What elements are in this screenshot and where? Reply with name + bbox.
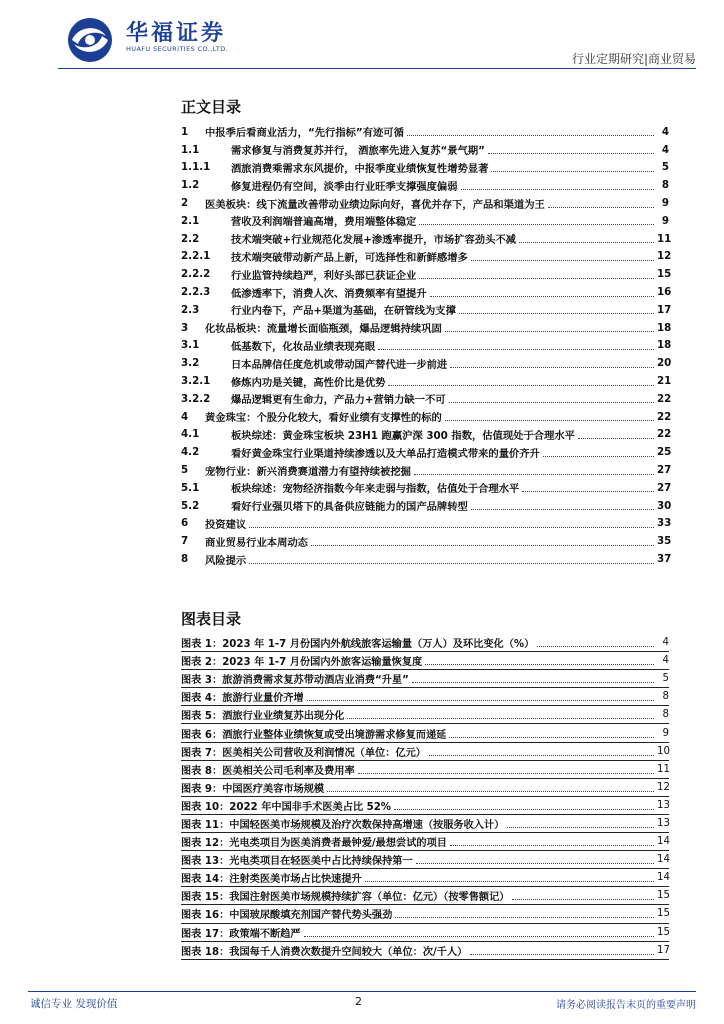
figure-leader-dots [425,664,654,665]
toc-entry-title: 宠物行业：新兴消费赛道潜力有望持续被挖掘 [205,465,411,478]
figure-entry-page: 14 [657,854,670,866]
figure-entry-title: 2022 年中国非手术医美占比 52% [229,801,392,813]
figure-leader-dots [347,718,654,719]
figure-entry-label: 图表 9： [181,783,223,795]
toc-leader-dots [311,545,654,546]
toc-leader-dots [471,260,654,261]
toc-entry-number: 5 [181,464,189,477]
toc-entry[interactable] [181,265,672,283]
toc-entry[interactable] [181,390,672,408]
toc-entry-page: 27 [657,481,672,494]
toc-entry-page: 11 [657,232,672,245]
toc-leader-dots [471,509,654,510]
footer-divider [28,991,696,992]
toc-entry[interactable] [181,194,669,212]
toc-entry-number: 3.2 [181,357,200,370]
toc-entry-number: 5.2 [181,499,200,512]
toc-entry-title: 需求修复与消费复苏并行， 酒旅率先进入复苏“景气期” [231,145,485,158]
toc-leader-dots [449,402,654,403]
toc-entry-page: 4 [661,143,669,156]
toc-entry-page: 8 [661,179,669,192]
toc-entry-title: 修炼内功是关键，高性价比是优势 [231,376,386,389]
toc-leader-dots [249,563,654,564]
figure-leader-dots [416,863,654,864]
toc-leader-dots [459,313,654,314]
toc-leader-dots [407,135,654,136]
toc-entry-title: 技术端突破带动新产品上新，可选择性和新鲜感增多 [231,251,468,264]
logo-chinese-name: 华福证券 [126,20,227,46]
toc-entry-number: 1 [181,125,189,138]
figure-leader-dots [358,773,654,774]
figure-leader-dots [365,881,654,882]
figure-entry-label: 图表 2： [181,657,223,669]
toc-entry-page: 18 [657,339,672,352]
toc-entry[interactable] [181,212,669,230]
figure-entry-page: 5 [662,673,669,685]
toc-entry-page: 22 [657,410,672,423]
toc-entry-number: 8 [181,553,189,566]
figure-entry-title: 医美相关公司营收及利润情况（单位：亿元） [222,747,426,759]
toc-entry-page: 37 [657,553,672,566]
toc-leader-dots [419,224,654,225]
figure-entry-page: 12 [657,781,670,793]
figure-entry-label: 图表 14： [181,874,230,886]
toc-leader-dots [519,242,654,243]
figure-leader-dots [512,899,654,900]
figure-list-title: 图表目录 [181,610,242,628]
toc-entry-title: 修复进程仍有空间，淡季由行业旺季支撑强度偏弱 [231,180,458,193]
footer-slogan: 诚信专业 发现价值 [30,998,118,1010]
toc-entry-number: 2.2.3 [181,286,211,299]
figure-entry-label: 图表 15： [181,892,230,904]
toc-entry[interactable] [181,443,672,461]
toc-entry[interactable] [181,354,672,372]
toc-leader-dots [445,420,654,421]
toc-entry-title: 中报季后看商业活力，“先行指标”有迹可循 [205,127,404,140]
toc-entry-number: 4.2 [181,446,200,459]
header-divider [58,68,696,69]
figure-entry-title: 我国每千人消费次数提升空间较大（单位：次/千人） [229,946,468,958]
toc-entry[interactable] [181,230,672,248]
toc-entry-page: 22 [657,392,672,405]
figure-leader-dots [507,827,654,828]
toc-entry-page: 30 [657,499,672,512]
figure-entry-page: 15 [657,890,670,902]
figure-entry-page: 17 [657,944,670,956]
toc-entry-title: 医美板块：线下流量改善带动业绩边际向好，喜优并存下，产品和渠道为王 [205,198,545,211]
figure-entry[interactable] [181,634,669,652]
toc-leader-dots [388,385,654,386]
figure-entry-page: 15 [657,908,670,920]
figure-entry-page: 14 [657,836,670,848]
figure-entry-label: 图表 16： [181,910,230,922]
figure-entry-title: 2023 年 1-7 月份国内外旅客运输量恢复度 [222,657,423,669]
toc-entry-page: 9 [661,214,669,227]
toc-entry[interactable] [181,479,672,497]
toc-entry[interactable] [181,408,672,426]
table-of-contents [181,123,672,568]
toc-entry-title: 酒旅消费乘需求东风提价，中报季度业绩恢复性增势显著 [231,162,489,175]
report-category: 行业定期研究|商业贸易 [571,52,696,66]
toc-entry-title: 黄金珠宝：个股分化较大，看好业绩有支撑性的标的 [205,412,442,425]
toc-entry[interactable] [181,301,672,319]
page-number: 2 [355,995,362,1008]
figure-entry-title: 酒旅行业整体业绩恢复或受出境游需求修复而递延 [222,729,447,741]
figure-entry[interactable] [181,942,669,960]
toc-leader-dots [430,296,654,297]
toc-entry-number: 1.1.1 [181,161,211,174]
figure-entry[interactable] [181,761,669,779]
toc-entry-page: 33 [657,517,672,530]
figure-entry[interactable] [181,797,669,815]
figure-leader-dots [394,809,654,810]
toc-entry-title: 板块综述：宠物经济指数今年来走弱与指数，估值处于合理水平 [231,483,520,496]
toc-entry-page: 35 [657,535,672,548]
toc-entry-title: 看好黄金珠宝行业渠道持续渗透以及大单品打造模式带来的量价齐升 [231,447,540,460]
toc-entry-page: 16 [657,286,672,299]
figure-entry-label: 图表 5： [181,711,223,723]
figure-entry-label: 图表 7： [181,747,223,759]
toc-entry[interactable] [181,248,672,266]
figure-leader-dots [537,646,654,647]
toc-entry-title: 日本品牌信任度危机或带动国产替代进一步前进 [231,358,448,371]
toc-entry-title: 爆品逻辑更有生命力，产品力+营销力缺一不可 [231,394,446,407]
toc-entry[interactable] [181,283,672,301]
toc-entry-page: 4 [661,125,669,138]
figure-entry-title: 旅游消费需求复苏带动酒店业消费“升星” [222,675,409,687]
figure-entry-page: 13 [657,817,670,829]
figure-entry-title: 光电类项目为医美消费者最钟爱/最想尝试的项目 [229,838,447,850]
figure-entry-page: 4 [662,637,669,649]
figure-entry[interactable] [181,869,669,887]
toc-entry-number: 2.3 [181,303,200,316]
toc-entry-page: 17 [657,303,672,316]
figure-entry[interactable] [181,833,669,851]
figure-entry[interactable] [181,652,669,670]
footer-disclaimer: 请务必阅读报告末页的重要声明 [556,1000,696,1011]
toc-leader-dots [522,491,654,492]
toc-entry-title: 投资建议 [205,518,247,531]
figure-entry-title: 光电类项目在轻医美中占比持续保持第一 [229,856,413,868]
toc-entry-title: 化妆品板块：流量增长面临瓶颈，爆品逻辑持续巩固 [205,323,442,336]
toc-entry-number: 2 [181,197,189,210]
figure-leader-dots [449,737,654,738]
toc-entry-page: 5 [661,161,669,174]
toc-entry-number: 3.2.2 [181,392,211,405]
toc-entry[interactable] [181,123,669,141]
toc-entry-title: 风险提示 [205,554,247,567]
figure-entry-label: 图表 3： [181,675,223,687]
toc-leader-dots [488,153,654,154]
figure-entry-label: 图表 1： [181,639,223,651]
page-header [0,0,724,90]
toc-entry[interactable] [181,141,669,159]
toc-leader-dots [491,171,654,172]
figure-entry[interactable] [181,724,669,742]
figure-entry-title: 2023 年 1-7 月份国内外航线旅客运输量（万人）及环比变化（%） [222,639,535,651]
figure-entry[interactable] [181,706,669,724]
figure-entry-title: 中国医疗美容市场规模 [222,783,325,795]
figure-entry-page: 8 [662,691,669,703]
toc-leader-dots [445,331,654,332]
figure-entry-page: 9 [662,727,669,739]
toc-entry[interactable] [181,319,672,337]
toc-entry-title: 看好行业强贝塔下的具备供应链能力的国产品牌转型 [231,501,468,514]
toc-entry-title: 行业内卷下，产品+渠道为基础，在研管线为支撑 [231,305,456,318]
figure-entry[interactable] [181,905,669,923]
toc-leader-dots [249,527,654,528]
toc-entry-title: 技术端突破+行业规范化发展+渗透率提升，市场扩容劲头不减 [231,234,516,247]
figure-entry-title: 旅游行业量价齐增 [222,693,304,705]
figure-entry[interactable] [181,779,669,797]
figure-entry-title: 中国轻医美市场规模及治疗次数保持高增速（按服务收入计） [229,819,505,831]
toc-entry-number: 2.2 [181,232,200,245]
figure-entry[interactable] [181,851,669,869]
figure-entry-title: 注射类医美市场占比快速提升 [229,874,362,886]
figure-entry-title: 政策端不断趋严 [229,928,301,940]
figure-entry[interactable] [181,670,669,688]
figure-leader-dots [327,791,654,792]
toc-leader-dots [450,367,654,368]
figure-entry-page: 10 [657,745,670,757]
toc-entry-number: 3.1 [181,339,200,352]
toc-entry-page: 22 [657,428,672,441]
figure-entry-label: 图表 4： [181,693,223,705]
toc-entry[interactable] [181,515,672,533]
figure-entry-page: 14 [657,872,670,884]
figure-entry-label: 图表 13： [181,856,230,868]
figure-entry-label: 图表 12： [181,838,230,850]
toc-entry[interactable] [181,372,672,390]
toc-leader-dots [378,349,654,350]
toc-leader-dots [548,207,654,208]
logo-english-name: HUAFU SECURITIES CO.,LTD. [126,45,229,53]
figure-entry-title: 中国玻尿酸填充剂国产替代势头强劲 [229,910,393,922]
figure-leader-dots [412,682,654,683]
toc-entry-title: 低基数下，化妆品业绩表现亮眼 [231,340,376,353]
toc-entry-number: 7 [181,535,189,548]
figure-entry-title: 酒旅行业业绩复苏出现分化 [222,711,345,723]
toc-entry-number: 4 [181,410,189,423]
toc-leader-dots [543,456,654,457]
toc-entry[interactable] [181,550,672,568]
figure-entry-label: 图表 10： [181,801,230,813]
figure-leader-dots [395,917,654,918]
toc-entry-page: 15 [657,268,672,281]
toc-entry-title: 商业贸易行业本周动态 [205,536,308,549]
toc-entry[interactable] [181,461,672,479]
figure-entry[interactable] [181,688,669,706]
toc-leader-dots [578,438,654,439]
toc-title: 正文目录 [181,98,242,116]
toc-entry-page: 18 [657,321,672,334]
toc-entry-page: 20 [657,357,672,370]
figure-entry-label: 图表 17： [181,928,230,940]
figure-entry-page: 15 [657,926,670,938]
toc-entry-number: 2.2.1 [181,250,211,263]
toc-entry-title: 行业监管持续趋严，利好头部已获证企业 [231,269,417,282]
figure-entry-label: 图表 11： [181,819,230,831]
toc-leader-dots [461,189,654,190]
toc-entry-number: 2.1 [181,214,200,227]
toc-entry-page: 12 [657,250,672,263]
toc-entry-number: 2.2.2 [181,268,211,281]
toc-entry-number: 3.2.1 [181,375,211,388]
toc-entry-number: 1.2 [181,179,200,192]
toc-entry-page: 9 [661,197,669,210]
figure-entry[interactable] [181,743,669,761]
toc-entry[interactable] [181,532,672,550]
figure-leader-dots [307,700,654,701]
figure-entry-page: 11 [657,763,670,775]
figure-entry[interactable] [181,815,669,833]
toc-entry[interactable] [181,159,669,177]
toc-entry-page: 21 [657,375,672,388]
figure-entry-title: 我国注射医美市场规模持续扩容（单位：亿元）（按零售额记） [229,892,510,904]
toc-leader-dots [419,278,654,279]
figure-leader-dots [450,845,654,846]
toc-entry-number: 4.1 [181,428,200,441]
toc-entry-number: 3 [181,321,189,334]
toc-entry[interactable] [181,497,672,515]
figure-entry-label: 图表 18： [181,946,230,958]
toc-leader-dots [414,474,654,475]
figure-entry-title: 医美相关公司毛利率及费用率 [222,765,355,777]
figure-leader-dots [429,755,654,756]
toc-entry[interactable] [181,337,672,355]
toc-entry-page: 27 [657,464,672,477]
figure-entry-page: 4 [662,655,669,667]
figure-leader-dots [470,954,654,955]
toc-entry[interactable] [181,426,672,444]
figure-leader-dots [304,936,654,937]
toc-entry-title: 板块综述：黄金珠宝板块 23H1 跑赢沪深 300 指数，估值现处于合理水平 [231,429,575,442]
figure-entry-page: 13 [657,799,670,811]
toc-entry-number: 6 [181,517,189,530]
figure-entry[interactable] [181,924,669,942]
figure-list [181,634,669,960]
figure-entry[interactable] [181,887,669,905]
toc-entry-page: 25 [657,446,672,459]
toc-entry-title: 营收及利润端普遍高增，费用端整体稳定 [231,216,417,229]
toc-entry-number: 5.1 [181,481,200,494]
toc-entry-number: 1.1 [181,143,200,156]
toc-entry[interactable] [181,176,669,194]
figure-entry-label: 图表 6： [181,729,223,741]
toc-entry-title: 低渗透率下，消费人次、消费频率有望提升 [231,287,427,300]
figure-entry-page: 8 [662,709,669,721]
figure-entry-label: 图表 8： [181,765,223,777]
